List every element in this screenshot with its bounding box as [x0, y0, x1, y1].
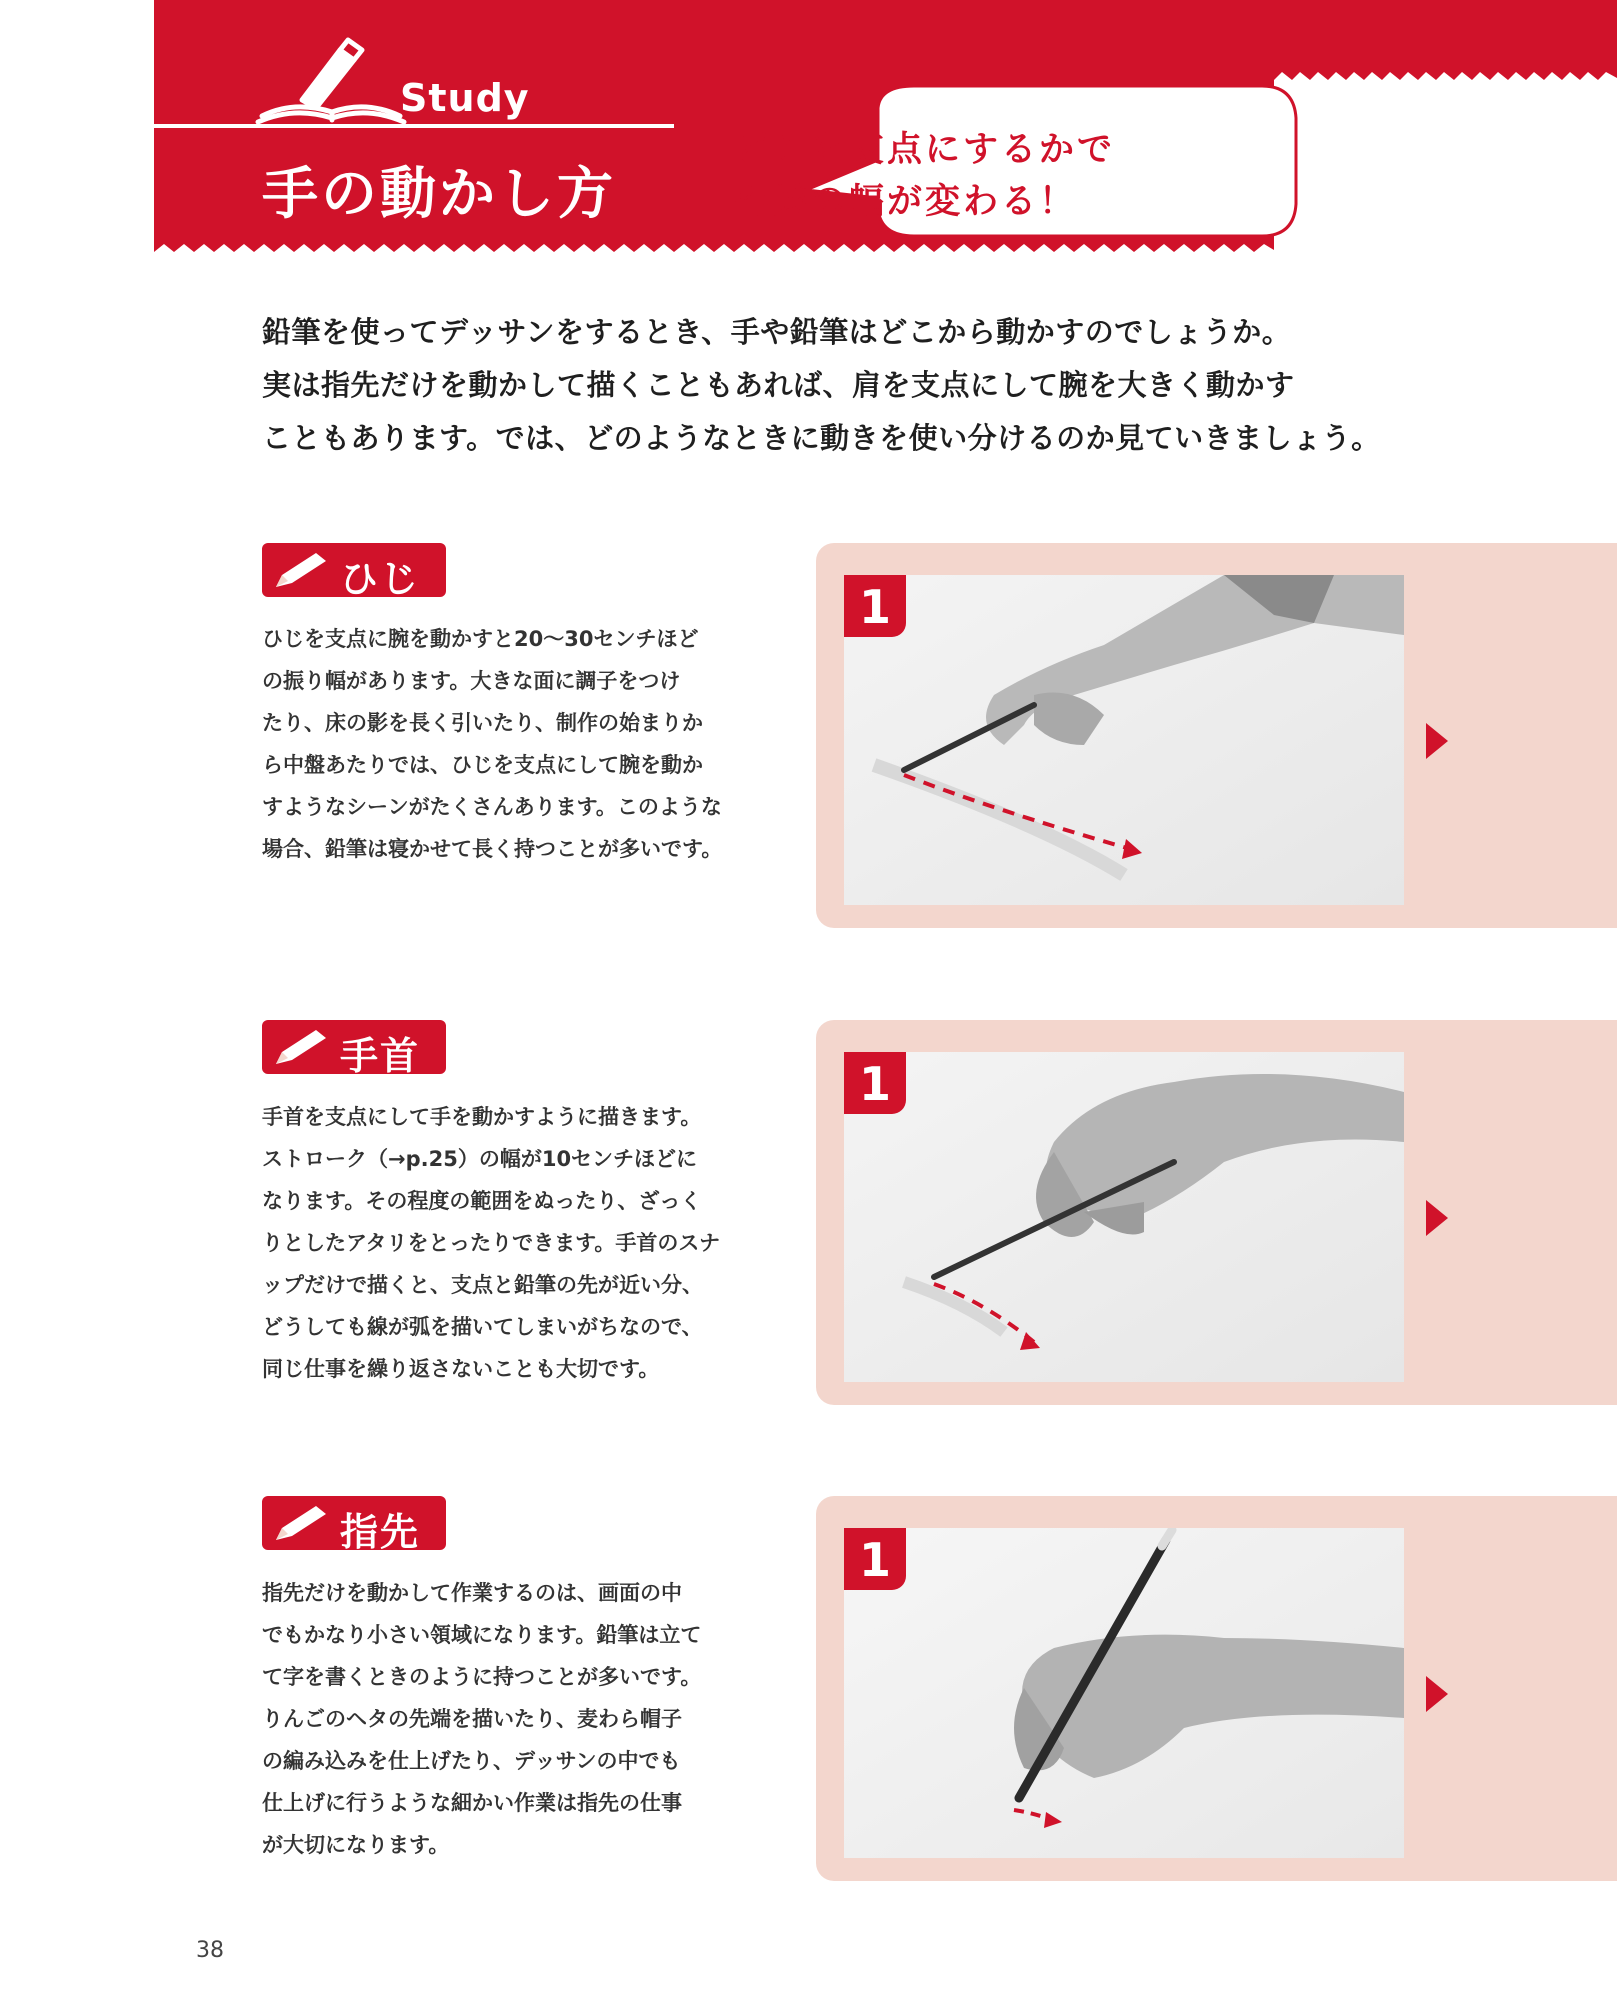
section-tag [262, 543, 446, 601]
body-line: ひじを支点に腕を動かすと20～30センチほど [262, 627, 699, 651]
study-label: Study [400, 76, 530, 120]
photo-fingertip-stroke [844, 1528, 1404, 1858]
section-body [262, 1572, 782, 1866]
body-line: ップだけで描くと、支点と鉛筆の先が近い分、 [262, 1273, 703, 1297]
step-number-badge: 1 [844, 575, 906, 637]
body-line: でもかなり小さい領域になります。鉛筆は立て [262, 1623, 702, 1647]
header-banner [154, 0, 1617, 258]
body-line: 同じ仕事を繰り返さないことも大切です。 [262, 1357, 660, 1381]
section-tag-label: ひじ [340, 557, 421, 601]
bubble-text-line1: どこを支点にするかで [735, 130, 1116, 170]
body-line: 手首を支点にして手を動かすように描きます。 [262, 1105, 702, 1129]
body-line: の振り幅があります。大きな面に調子をつけ [262, 669, 681, 693]
body-line: ら中盤あたりでは、ひじを支点にして腕を動か [262, 753, 703, 777]
body-line: が大切になります。 [262, 1833, 450, 1857]
section-tag [262, 1496, 446, 1554]
pencil-icon [272, 1026, 332, 1068]
body-line: すようなシーンがたくさんあります。このような [262, 795, 722, 819]
next-arrow-icon [1424, 1198, 1450, 1238]
section-body [262, 1096, 782, 1390]
page-number: 38 [196, 1938, 224, 1963]
body-line: りとしたアタリをとったりできます。手首のスナ [262, 1231, 721, 1255]
photo-panel [816, 1020, 1617, 1405]
body-line: なります。その程度の範囲をぬったり、ざっく [262, 1189, 702, 1213]
intro-line: 実は指先だけを動かして描くこともあれば、肩を支点にして腕を大きく動かす [262, 368, 1295, 402]
body-line: て字を書くときのように持つことが多いです。 [262, 1665, 702, 1689]
next-arrow-icon [1424, 721, 1450, 761]
body-line: りんごのヘタの先端を描いたり、麦わら帽子 [262, 1707, 682, 1731]
section-tag [262, 1020, 446, 1078]
section-tag-label: 手首 [340, 1034, 421, 1078]
section-tag-label: 指先 [340, 1510, 421, 1554]
body-line: 場合、鉛筆は寝かせて長く持つことが多いです。 [262, 837, 723, 861]
next-arrow-icon [1424, 1674, 1450, 1714]
body-line: たり、床の影を長く引いたり、制作の始まりか [262, 711, 703, 735]
step-number-badge: 1 [844, 1052, 906, 1114]
pencil-icon [272, 549, 332, 591]
photo-panel [816, 543, 1617, 928]
pencil-icon [272, 1502, 332, 1544]
section-body [262, 618, 782, 870]
body-line: ストローク（→p.25）の幅が10センチほどに [262, 1147, 698, 1171]
intro-paragraph [262, 306, 1462, 465]
step-number-badge: 1 [844, 1528, 906, 1590]
page-title: 手の動かし方 [262, 162, 616, 227]
body-line: どうしても線が弧を描いてしまいがちなので、 [262, 1315, 703, 1339]
photo-wrist-stroke [844, 1052, 1404, 1382]
body-line: 仕上げに行うような細かい作業は指先の仕事 [262, 1791, 682, 1815]
bubble-text-line2: 作業の幅が変わる！ [735, 182, 1078, 222]
intro-line: 鉛筆を使ってデッサンをするとき、手や鉛筆はどこから動かすのでしょうか。 [262, 315, 1292, 349]
photo-panel [816, 1496, 1617, 1881]
photo-elbow-stroke [844, 575, 1404, 905]
intro-line: こともあります。では、どのようなときに動きを使い分けるのか見ていきましょう。 [262, 421, 1381, 455]
body-line: の編み込みを仕上げたり、デッサンの中でも [262, 1749, 681, 1773]
body-line: 指先だけを動かして作業するのは、画面の中 [262, 1581, 682, 1605]
